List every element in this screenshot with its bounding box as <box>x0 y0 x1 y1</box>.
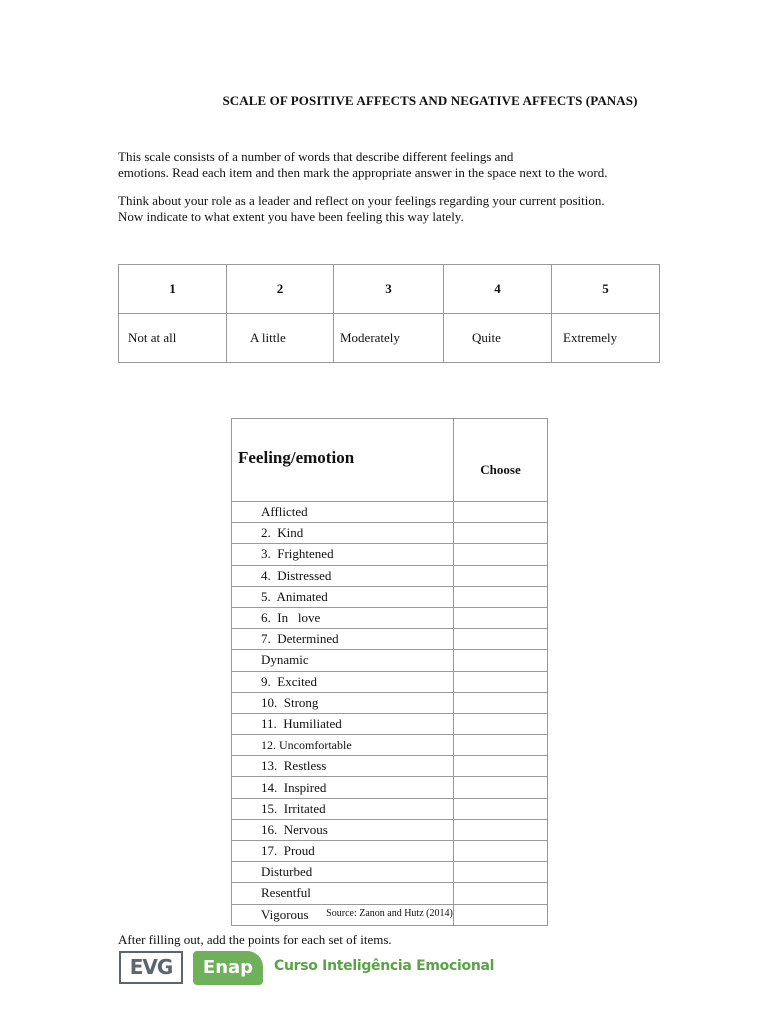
choose-cell[interactable] <box>454 629 548 650</box>
feeling-item: 7. Determined <box>232 629 454 650</box>
feeling-row <box>232 650 548 671</box>
feeling-item: 10. Strong <box>232 692 454 713</box>
feeling-row <box>232 883 548 904</box>
choose-cell[interactable] <box>454 565 548 586</box>
feeling-row <box>232 692 548 713</box>
feeling-row <box>232 777 548 798</box>
scale-number-4: 4 <box>444 265 552 314</box>
source-note: Source: Zanon and Hutz (2014) <box>326 908 453 919</box>
feeling-item: Disturbed <box>232 862 454 883</box>
feeling-item: Afflicted <box>232 502 454 523</box>
feeling-row <box>232 607 548 628</box>
instruction-line-2: Now indicate to what extent you have been feeling this way lately. <box>118 209 464 224</box>
choose-cell[interactable] <box>454 777 548 798</box>
feeling-row <box>232 523 548 544</box>
choose-cell[interactable] <box>454 586 548 607</box>
choose-header: Choose <box>454 419 548 502</box>
intro-line-2: emotions. Read each item and then mark the appropriate answer in the space next to the word. <box>118 165 608 180</box>
choose-cell[interactable] <box>454 607 548 628</box>
scale-label-3: Moderately <box>334 314 444 363</box>
scale-label-1: Not at all <box>119 314 227 363</box>
choose-cell[interactable] <box>454 756 548 777</box>
choose-cell[interactable] <box>454 692 548 713</box>
choose-cell[interactable] <box>454 523 548 544</box>
feeling-row <box>232 544 548 565</box>
scale-number-5: 5 <box>552 265 660 314</box>
feeling-row <box>232 565 548 586</box>
choose-cell[interactable] <box>454 544 548 565</box>
curso-title: Curso Inteligência Emocional <box>274 958 495 974</box>
feeling-item: 5. Animated <box>232 586 454 607</box>
choose-cell[interactable] <box>454 650 548 671</box>
enap-logo: Enap <box>193 951 263 985</box>
feeling-row <box>232 841 548 862</box>
scale-number-1: 1 <box>119 265 227 314</box>
feeling-item: Dynamic <box>232 650 454 671</box>
scale-number-2: 2 <box>227 265 334 314</box>
feeling-item: Vigorous <box>232 904 454 925</box>
scale-labels-row <box>119 314 660 363</box>
choose-cell[interactable] <box>454 841 548 862</box>
feeling-row <box>232 671 548 692</box>
feeling-row <box>232 502 548 523</box>
choose-cell[interactable] <box>454 883 548 904</box>
choose-cell[interactable] <box>454 502 548 523</box>
feeling-emotion-header: Feeling/emotion <box>232 419 454 502</box>
instruction-line-1: Think about your role as a leader and reflect on your feelings regarding your current position. <box>118 193 605 208</box>
intro-paragraph <box>118 149 608 181</box>
feeling-row <box>232 629 548 650</box>
feeling-item: Resentful <box>232 883 454 904</box>
feeling-item: 14. Inspired <box>232 777 454 798</box>
feeling-item: 9. Excited <box>232 671 454 692</box>
feeling-item: 4. Distressed <box>232 565 454 586</box>
feeling-row <box>232 735 548 756</box>
feeling-row <box>232 586 548 607</box>
intro-line-1: This scale consists of a number of words that describe different feelings and <box>118 149 514 164</box>
feeling-row <box>232 798 548 819</box>
feeling-item: 6. In love <box>232 607 454 628</box>
feelings-table <box>231 418 548 926</box>
after-filling-note: After filling out, add the points for each set of items. <box>118 932 392 947</box>
feeling-item: 3. Frightened <box>232 544 454 565</box>
feeling-item: 13. Restless <box>232 756 454 777</box>
feeling-row <box>232 819 548 840</box>
feeling-row <box>232 862 548 883</box>
feelings-header-row <box>232 419 548 502</box>
feeling-item: 15. Irritated <box>232 798 454 819</box>
choose-cell[interactable] <box>454 862 548 883</box>
scale-number-3: 3 <box>334 265 444 314</box>
feeling-item: 12. Uncomfortable <box>232 735 454 756</box>
scale-label-2: A little <box>227 314 334 363</box>
scale-label-4: Quite <box>444 314 552 363</box>
choose-cell[interactable] <box>454 819 548 840</box>
feeling-item: 16. Nervous <box>232 819 454 840</box>
instruction-paragraph <box>118 193 605 225</box>
scale-numbers-row <box>119 265 660 314</box>
feeling-row <box>232 713 548 734</box>
choose-cell[interactable] <box>454 713 548 734</box>
choose-cell[interactable] <box>454 798 548 819</box>
feeling-item: 11. Humiliated <box>232 713 454 734</box>
feeling-item: 2. Kind <box>232 523 454 544</box>
choose-cell[interactable] <box>454 671 548 692</box>
feeling-row <box>232 756 548 777</box>
scale-label-5: Extremely <box>552 314 660 363</box>
feeling-item: 17. Proud <box>232 841 454 862</box>
choose-cell[interactable] <box>454 735 548 756</box>
scale-table <box>118 264 660 363</box>
evg-logo: EVG <box>119 951 183 984</box>
document-title: SCALE OF POSITIVE AFFECTS AND NEGATIVE AFFECTS (PANAS) <box>222 93 638 108</box>
